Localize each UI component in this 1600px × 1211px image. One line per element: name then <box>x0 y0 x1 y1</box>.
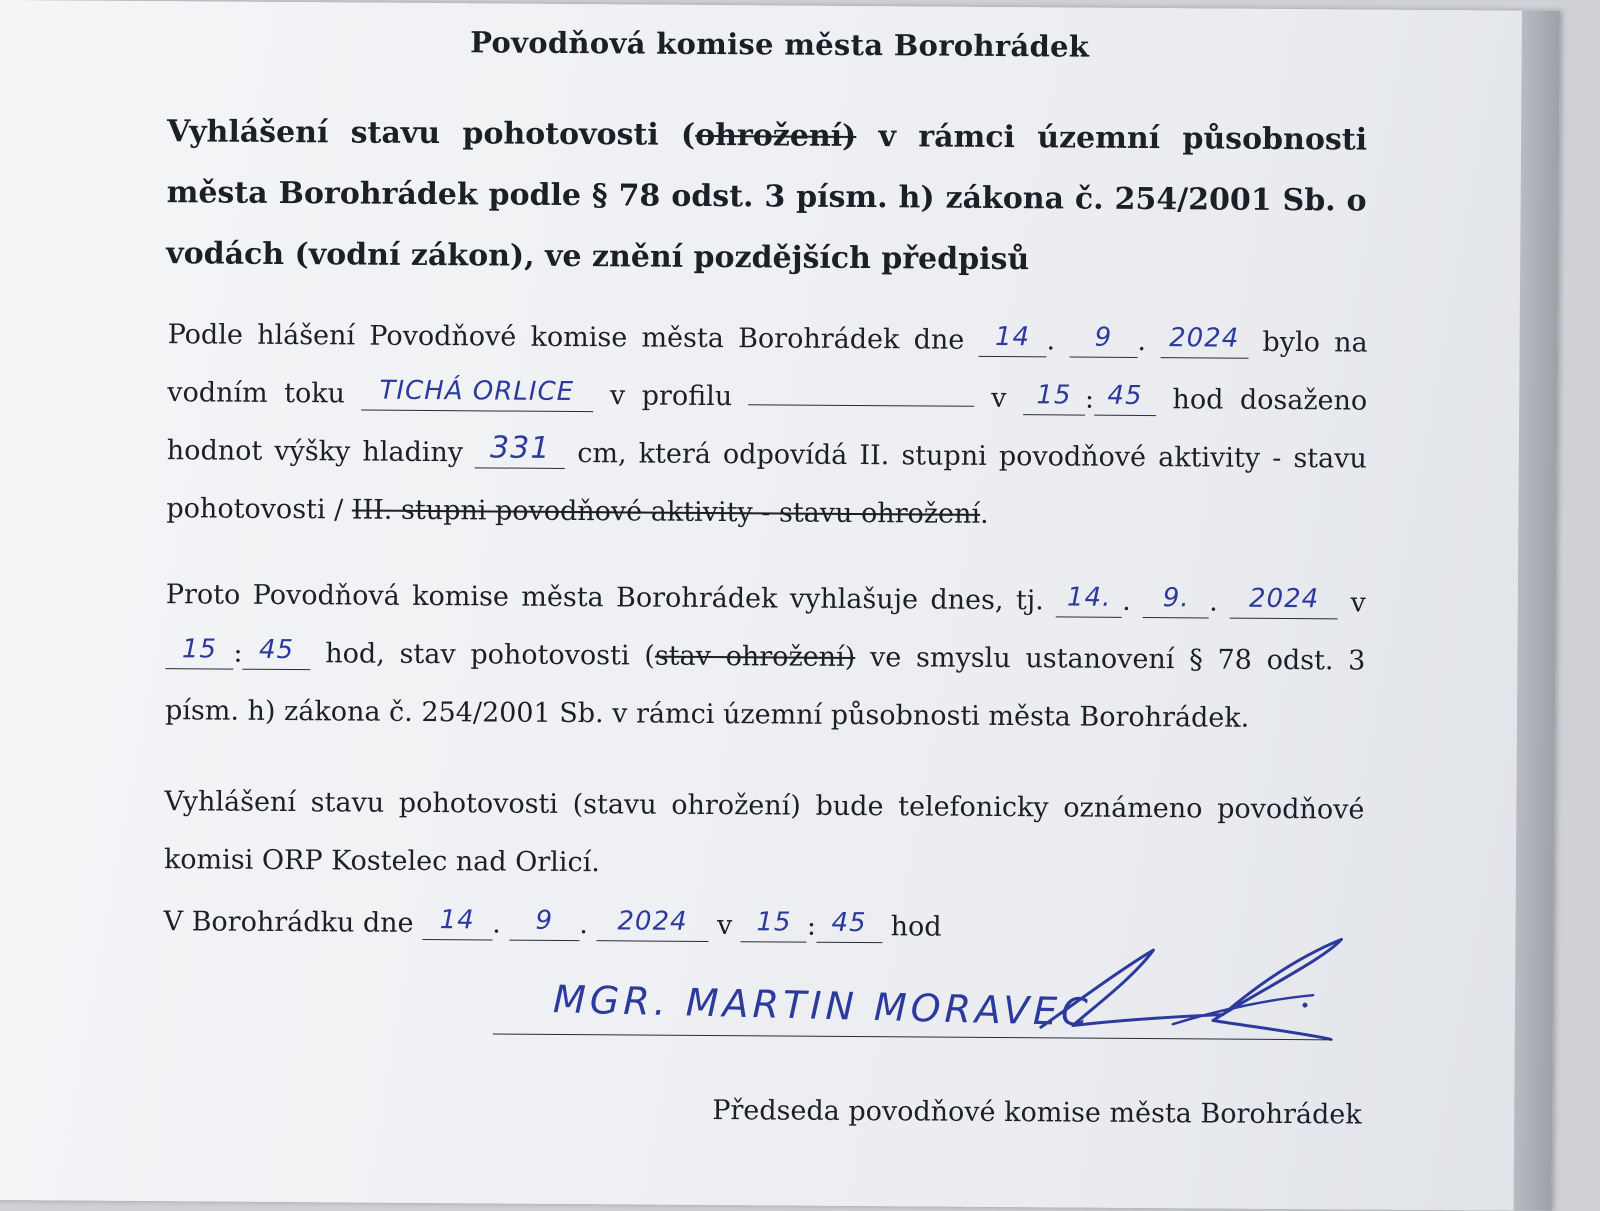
chairman-title: Předseda povodňové komise města Borohrádek <box>712 1095 1362 1131</box>
notification-paragraph: Vyhlášení stavu pohotovosti (stavu ohrožení) bude telefonicky oznámeno povodňové komisi ORP Kostelec nad Orlicí. <box>163 786 1365 879</box>
p1-struck-text: III. stupni povodňové aktivity - stavu ohrožení <box>351 494 981 530</box>
footer-month-value: 9 <box>535 905 554 936</box>
report-paragraph: Podle hlášení Povodňové komise města Borohrádek dne 14 . 9 . 2024 bylo na vodním toku TICHÁ ORLICE v profilu v 15 : 45 hod dosaženo hodnot výšky hladiny 331 cm, která odpovídá II. stupni povodňové aktivity - stavu pohotovosti / III. stupni povodňové aktivity - stavu ohrožení. <box>166 319 1368 530</box>
report-day-value: 14 <box>994 321 1031 353</box>
signature-mark <box>1023 927 1364 1049</box>
report-minute-field <box>1094 380 1156 416</box>
paper-edge <box>1514 11 1560 1211</box>
declaration-hour-field <box>165 634 233 669</box>
heading-text-1: Vyhlášení stavu pohotovosti ( <box>166 114 696 153</box>
declaration-day-field <box>1056 582 1122 617</box>
footer-minute-value: 45 <box>831 907 867 939</box>
declaration-minute-value: 45 <box>258 634 295 666</box>
p2-text-4: ve smyslu ustanovení § 78 odst. 3 písm. h) zákona č. 254/2001 Sb. v rámci územní působnosti města Borohrádek. <box>164 642 1366 734</box>
footer-hour-field <box>741 907 807 942</box>
p1-text-1: Podle hlášení Povodňové komise města Borohrádek dne <box>167 319 965 356</box>
river-value: TICHÁ ORLICE <box>379 375 575 408</box>
p1-text-2: bylo na vodním toku <box>167 326 1368 410</box>
water-level-value: 331 <box>489 430 551 466</box>
footer-month-field <box>509 905 579 941</box>
p1-text-4: v <box>991 382 1007 415</box>
p2-text-2: v <box>1350 587 1366 619</box>
footer-day-value: 14 <box>439 905 475 936</box>
report-month-field <box>1069 322 1137 357</box>
report-year-field <box>1160 323 1248 359</box>
footer-minute-field <box>816 907 882 943</box>
declaration-day-value: 14. <box>1066 582 1112 613</box>
footer-text-3: hod <box>890 911 942 943</box>
report-year-value: 2024 <box>1169 323 1240 354</box>
p2-text-1: Proto Povodňová komise města Borohrádek vyhlašuje dnes, tj. <box>165 579 1044 617</box>
footer-text-1: V Borohrádku dne <box>163 906 414 939</box>
report-day-field <box>978 321 1046 357</box>
document-title: Povodňová komise města Borohrádek <box>470 25 1090 64</box>
declaration-year-field <box>1230 583 1338 620</box>
declaration-year-value: 2024 <box>1248 583 1320 615</box>
declaration-month-value: 9. <box>1162 583 1190 614</box>
p2-text-3: hod, stav pohotovosti ( <box>325 638 655 672</box>
footer-year-field <box>596 906 708 942</box>
p2-struck-text: stav ohrožení) <box>654 640 856 673</box>
footer-day-field <box>422 905 492 940</box>
footer-text-2: v <box>716 910 733 942</box>
p1-text-6: cm, která odpovídá II. stupni povodňové aktivity - stavu pohotovosti / <box>166 438 1367 526</box>
declaration-hour-value: 15 <box>181 634 218 665</box>
report-hour-field <box>1023 380 1085 415</box>
signatory-name: MGR. MARTIN MORAVEC <box>552 977 1093 1035</box>
p1-text-5: hod dosaženo hodnot výšky hladiny <box>166 384 1368 469</box>
heading-struck-text: ohrožení) <box>695 117 857 154</box>
document-heading <box>166 101 1367 292</box>
heading-text-2: v rámci územní působnosti města Borohrádek podle § 78 odst. 3 písm. h) zákona č. 254/2001 Sb. o vodách (vodní zákon), ve znění pozdějších předpisů <box>166 118 1368 278</box>
report-minute-value: 45 <box>1107 380 1143 411</box>
report-month-value: 9 <box>1094 322 1113 353</box>
profile-field <box>749 374 975 407</box>
declaration-month-field <box>1143 583 1209 618</box>
p1-text-3: v profilu <box>609 380 733 413</box>
river-field <box>361 375 593 413</box>
water-level-field <box>475 430 565 469</box>
footer-year-value: 2024 <box>617 906 688 937</box>
footer-hour-value: 15 <box>756 907 792 938</box>
declaration-minute-field <box>242 634 310 670</box>
date-line: V Borohrádku dne 14 . 9 . 2024 v 15 : 45 hod <box>163 905 942 943</box>
report-hour-value: 15 <box>1036 380 1072 411</box>
declaration-paragraph: Proto Povodňová komise města Borohrádek vyhlašuje dnes, tj. 14. . 9. . 2024 v 15 : 45 hod, stav pohotovosti (stav ohrožení) ve smyslu ustanovení § 78 odst. 3 písm. h) zákona č. 254/2001 Sb. v rámci územní působnosti města Borohrádek. <box>164 579 1366 734</box>
